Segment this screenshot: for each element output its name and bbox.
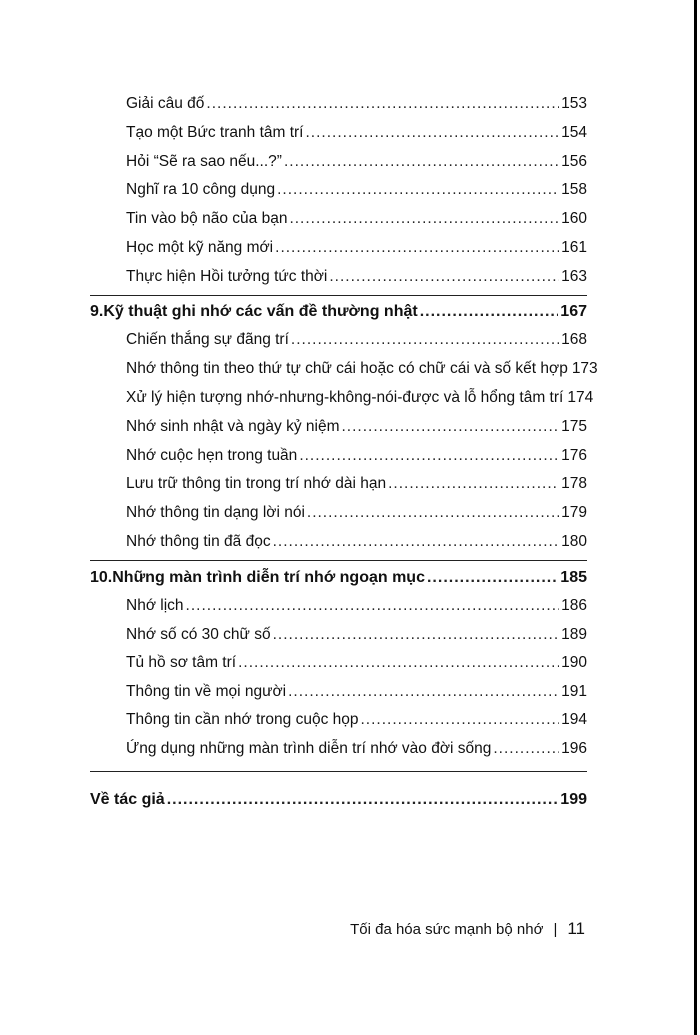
dot-leader (167, 787, 559, 813)
toc-entry[interactable] (126, 500, 587, 526)
toc-entry-title: Nhớ lịch (126, 597, 184, 614)
toc-entry-page: 180 (561, 533, 587, 550)
toc-entry-title: Nhớ cuộc hẹn trong tuần (126, 447, 298, 464)
toc-entry-page: 179 (561, 504, 587, 521)
toc-entry-title: Nhớ thông tin theo thứ tự chữ cái hoặc có chữ cái và số kết hợp (126, 360, 568, 377)
toc-entry-page: 190 (561, 654, 587, 671)
dot-leader (342, 414, 560, 440)
toc-entry-page: 163 (561, 268, 587, 285)
toc-entry-page: 153 (561, 95, 587, 112)
toc-chapter-9[interactable] (90, 299, 587, 325)
toc-entry-title: Tin vào bộ não của bạn (126, 210, 288, 227)
toc-entry-title: Xử lý hiện tượng nhớ-nhưng-không-nói-được và lỗ hổng tâm trí (126, 389, 564, 406)
toc-entry[interactable] (126, 471, 587, 497)
toc-entry-title: Hỏi “Sẽ ra sao nếu...?” (126, 153, 282, 170)
toc-entry[interactable] (126, 650, 587, 676)
page-number: 11 (567, 919, 585, 938)
toc-entry-page: 186 (561, 597, 587, 614)
toc-entry-page: 189 (561, 626, 587, 643)
dot-leader (291, 327, 559, 353)
dot-leader (277, 177, 559, 203)
dot-leader (299, 443, 559, 469)
dot-leader (427, 565, 558, 591)
toc-about-author[interactable] (90, 787, 587, 813)
dot-leader (329, 264, 559, 290)
toc-entry-page: 154 (561, 124, 587, 141)
section-divider (90, 295, 587, 296)
toc-entry[interactable] (126, 707, 587, 733)
toc-entry-page: 196 (561, 740, 587, 757)
toc-entry-page: 156 (561, 153, 587, 170)
toc-entry[interactable] (126, 91, 587, 117)
toc-entry-page: 160 (561, 210, 587, 227)
dot-leader (289, 206, 559, 232)
toc-entry[interactable] (126, 206, 587, 232)
toc-entry-page: 176 (561, 447, 587, 464)
toc-entry[interactable] (126, 385, 594, 411)
toc-entry[interactable] (126, 264, 587, 290)
toc-entry[interactable] (126, 414, 587, 440)
toc-entry-title: Thông tin cần nhớ trong cuộc họp (126, 711, 359, 728)
toc-entry-title: Thông tin về mọi người (126, 683, 287, 700)
chapter-number: 10. (90, 569, 113, 586)
dot-leader (306, 120, 560, 146)
dot-leader (307, 500, 559, 526)
toc-entry[interactable] (126, 443, 587, 469)
dot-leader (361, 707, 560, 733)
section-divider (90, 771, 587, 772)
running-title: Tối đa hóa sức mạnh bộ nhớ (350, 920, 544, 938)
toc-entry-title: Ứng dụng những màn trình diễn trí nhớ vào đời sống (126, 740, 492, 757)
dot-leader (186, 593, 560, 619)
chapter-title: Những màn trình diễn trí nhớ ngoạn mục (112, 569, 425, 586)
toc-entry[interactable] (126, 177, 587, 203)
page-footer (350, 919, 585, 939)
toc-entry[interactable] (126, 356, 598, 382)
about-page: 199 (560, 791, 587, 808)
toc-entry-page: 191 (561, 683, 587, 700)
toc-entry-page: 174 (567, 389, 594, 406)
toc-entry[interactable] (126, 622, 587, 648)
dot-leader (206, 91, 559, 117)
toc-entry-title: Nghĩ ra 10 công dụng (126, 181, 276, 198)
toc-entry[interactable] (126, 593, 587, 619)
toc-entry-page: 173 (571, 360, 598, 377)
dot-leader (493, 736, 559, 762)
toc-chapter-10[interactable] (90, 565, 587, 591)
chapter-page: 185 (560, 569, 587, 586)
toc-entry-page: 158 (561, 181, 587, 198)
dot-leader (388, 471, 559, 497)
toc-entry-title: Giải câu đố (126, 95, 205, 112)
toc-entry-title: Nhớ thông tin đã đọc (126, 533, 271, 550)
dot-leader (238, 650, 559, 676)
chapter-title: Kỹ thuật ghi nhớ các vấn đề thường nhật (103, 303, 418, 320)
dot-leader (288, 679, 559, 705)
toc-entry-title: Nhớ thông tin dạng lời nói (126, 504, 305, 521)
dot-leader (273, 622, 560, 648)
toc-entry-page: 178 (561, 475, 587, 492)
toc-entry-title: Nhớ số có 30 chữ số (126, 626, 271, 643)
toc-entry-title: Học một kỹ năng mới (126, 239, 274, 256)
dot-leader (273, 529, 560, 555)
toc-entry-title: Tủ hồ sơ tâm trí (126, 654, 237, 671)
about-title: Về tác giả (90, 791, 165, 808)
chapter-page: 167 (560, 303, 587, 320)
toc-entry-title: Thực hiện Hồi tưởng tức thời (126, 268, 328, 285)
toc-entry-page: 175 (561, 418, 587, 435)
toc-entry[interactable] (126, 736, 587, 762)
toc-entry-page: 168 (561, 331, 587, 348)
dot-leader (420, 299, 559, 325)
dot-leader (284, 149, 559, 175)
toc-entry-title: Chiến thắng sự đãng trí (126, 331, 289, 348)
dot-leader (275, 235, 559, 261)
toc-entry[interactable] (126, 679, 587, 705)
toc-entry[interactable] (126, 149, 587, 175)
toc-entry[interactable] (126, 120, 587, 146)
chapter-number: 9. (90, 303, 104, 320)
toc-entry[interactable] (126, 327, 587, 353)
toc-entry-title: Nhớ sinh nhật và ngày kỷ niệm (126, 418, 340, 435)
toc-entry-title: Tạo một Bức tranh tâm trí (126, 124, 304, 141)
section-divider (90, 560, 587, 561)
toc-entry-page: 194 (561, 711, 587, 728)
toc-entry-title: Lưu trữ thông tin trong trí nhớ dài hạn (126, 475, 387, 492)
toc-entry[interactable] (126, 235, 587, 261)
toc-entry-page: 161 (561, 239, 587, 256)
toc-entry[interactable] (126, 529, 587, 555)
footer-separator: | (553, 920, 558, 938)
